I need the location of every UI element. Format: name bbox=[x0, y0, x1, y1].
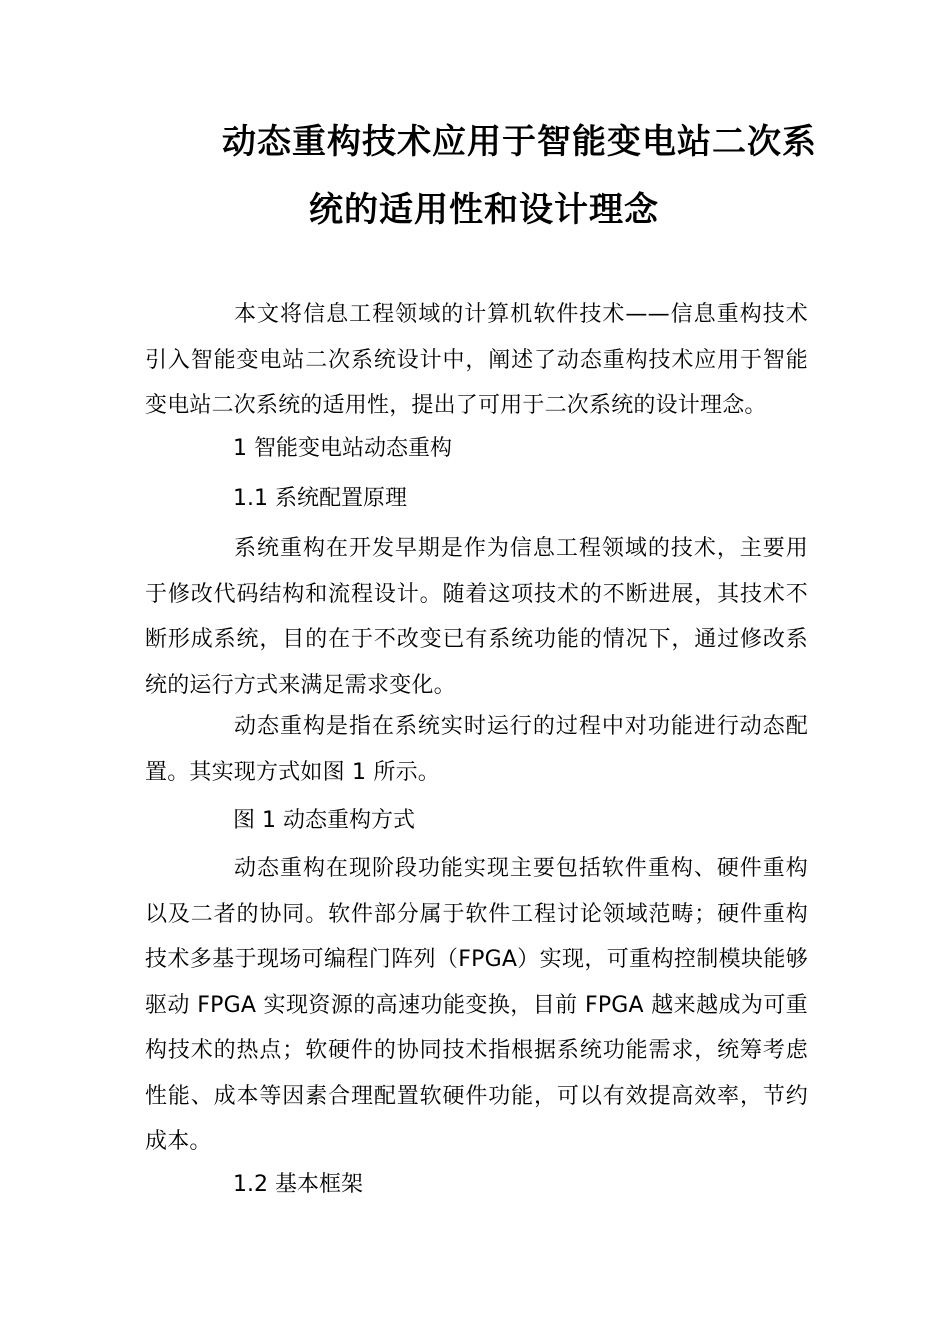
body-paragraph: 系统重构在开发早期是作为信息工程领域的技术，主要用于修改代码结构和流程设计。随着这项技术的不断进展，其技术不断形成系统，目的在于不改变已有系统功能的情况下，通过修改系统的运行方式来满足需求变化。 bbox=[145, 536, 808, 698]
section-1-2-heading: 1.2 基本框架 bbox=[233, 1172, 363, 1197]
document-title-line-1: 动态重构技术应用于智能变电站二次系 bbox=[222, 122, 817, 162]
abstract-paragraph: 本文将信息工程领域的计算机软件技术——信息重构技术引入智能变电站二次系统设计中，阐述了动态重构技术应用于智能变电站二次系统的适用性，提出了可用于二次系统的设计理念。 bbox=[145, 302, 808, 418]
body-paragraph: 动态重构是指在系统实时运行的过程中对功能进行动态配置。其实现方式如图 1 所示。 bbox=[145, 714, 808, 785]
body-paragraph: 动态重构在现阶段功能实现主要包括软件重构、硬件重构以及二者的协同。软件部分属于软件工程讨论领域范畴；硬件重构技术多基于现场可编程门阵列（FPGA）实现，可重构控制模块能够驱动 FPGA 实现资源的高速功能变换，目前 FPGA 越来越成为可重构技术的热点；软硬件的协同技术指根据系统功能需求，统筹考虑性能、成本等因素合理配置软硬件功能，可以有效提高效率，节约成本。 bbox=[145, 856, 808, 1154]
section-1-heading: 1 智能变电站动态重构 bbox=[233, 436, 452, 461]
section-1-1-heading: 1.1 系统配置原理 bbox=[233, 486, 407, 511]
document-title-line-2: 统的适用性和设计理念 bbox=[309, 190, 659, 230]
figure-caption: 图 1 动态重构方式 bbox=[233, 808, 415, 833]
